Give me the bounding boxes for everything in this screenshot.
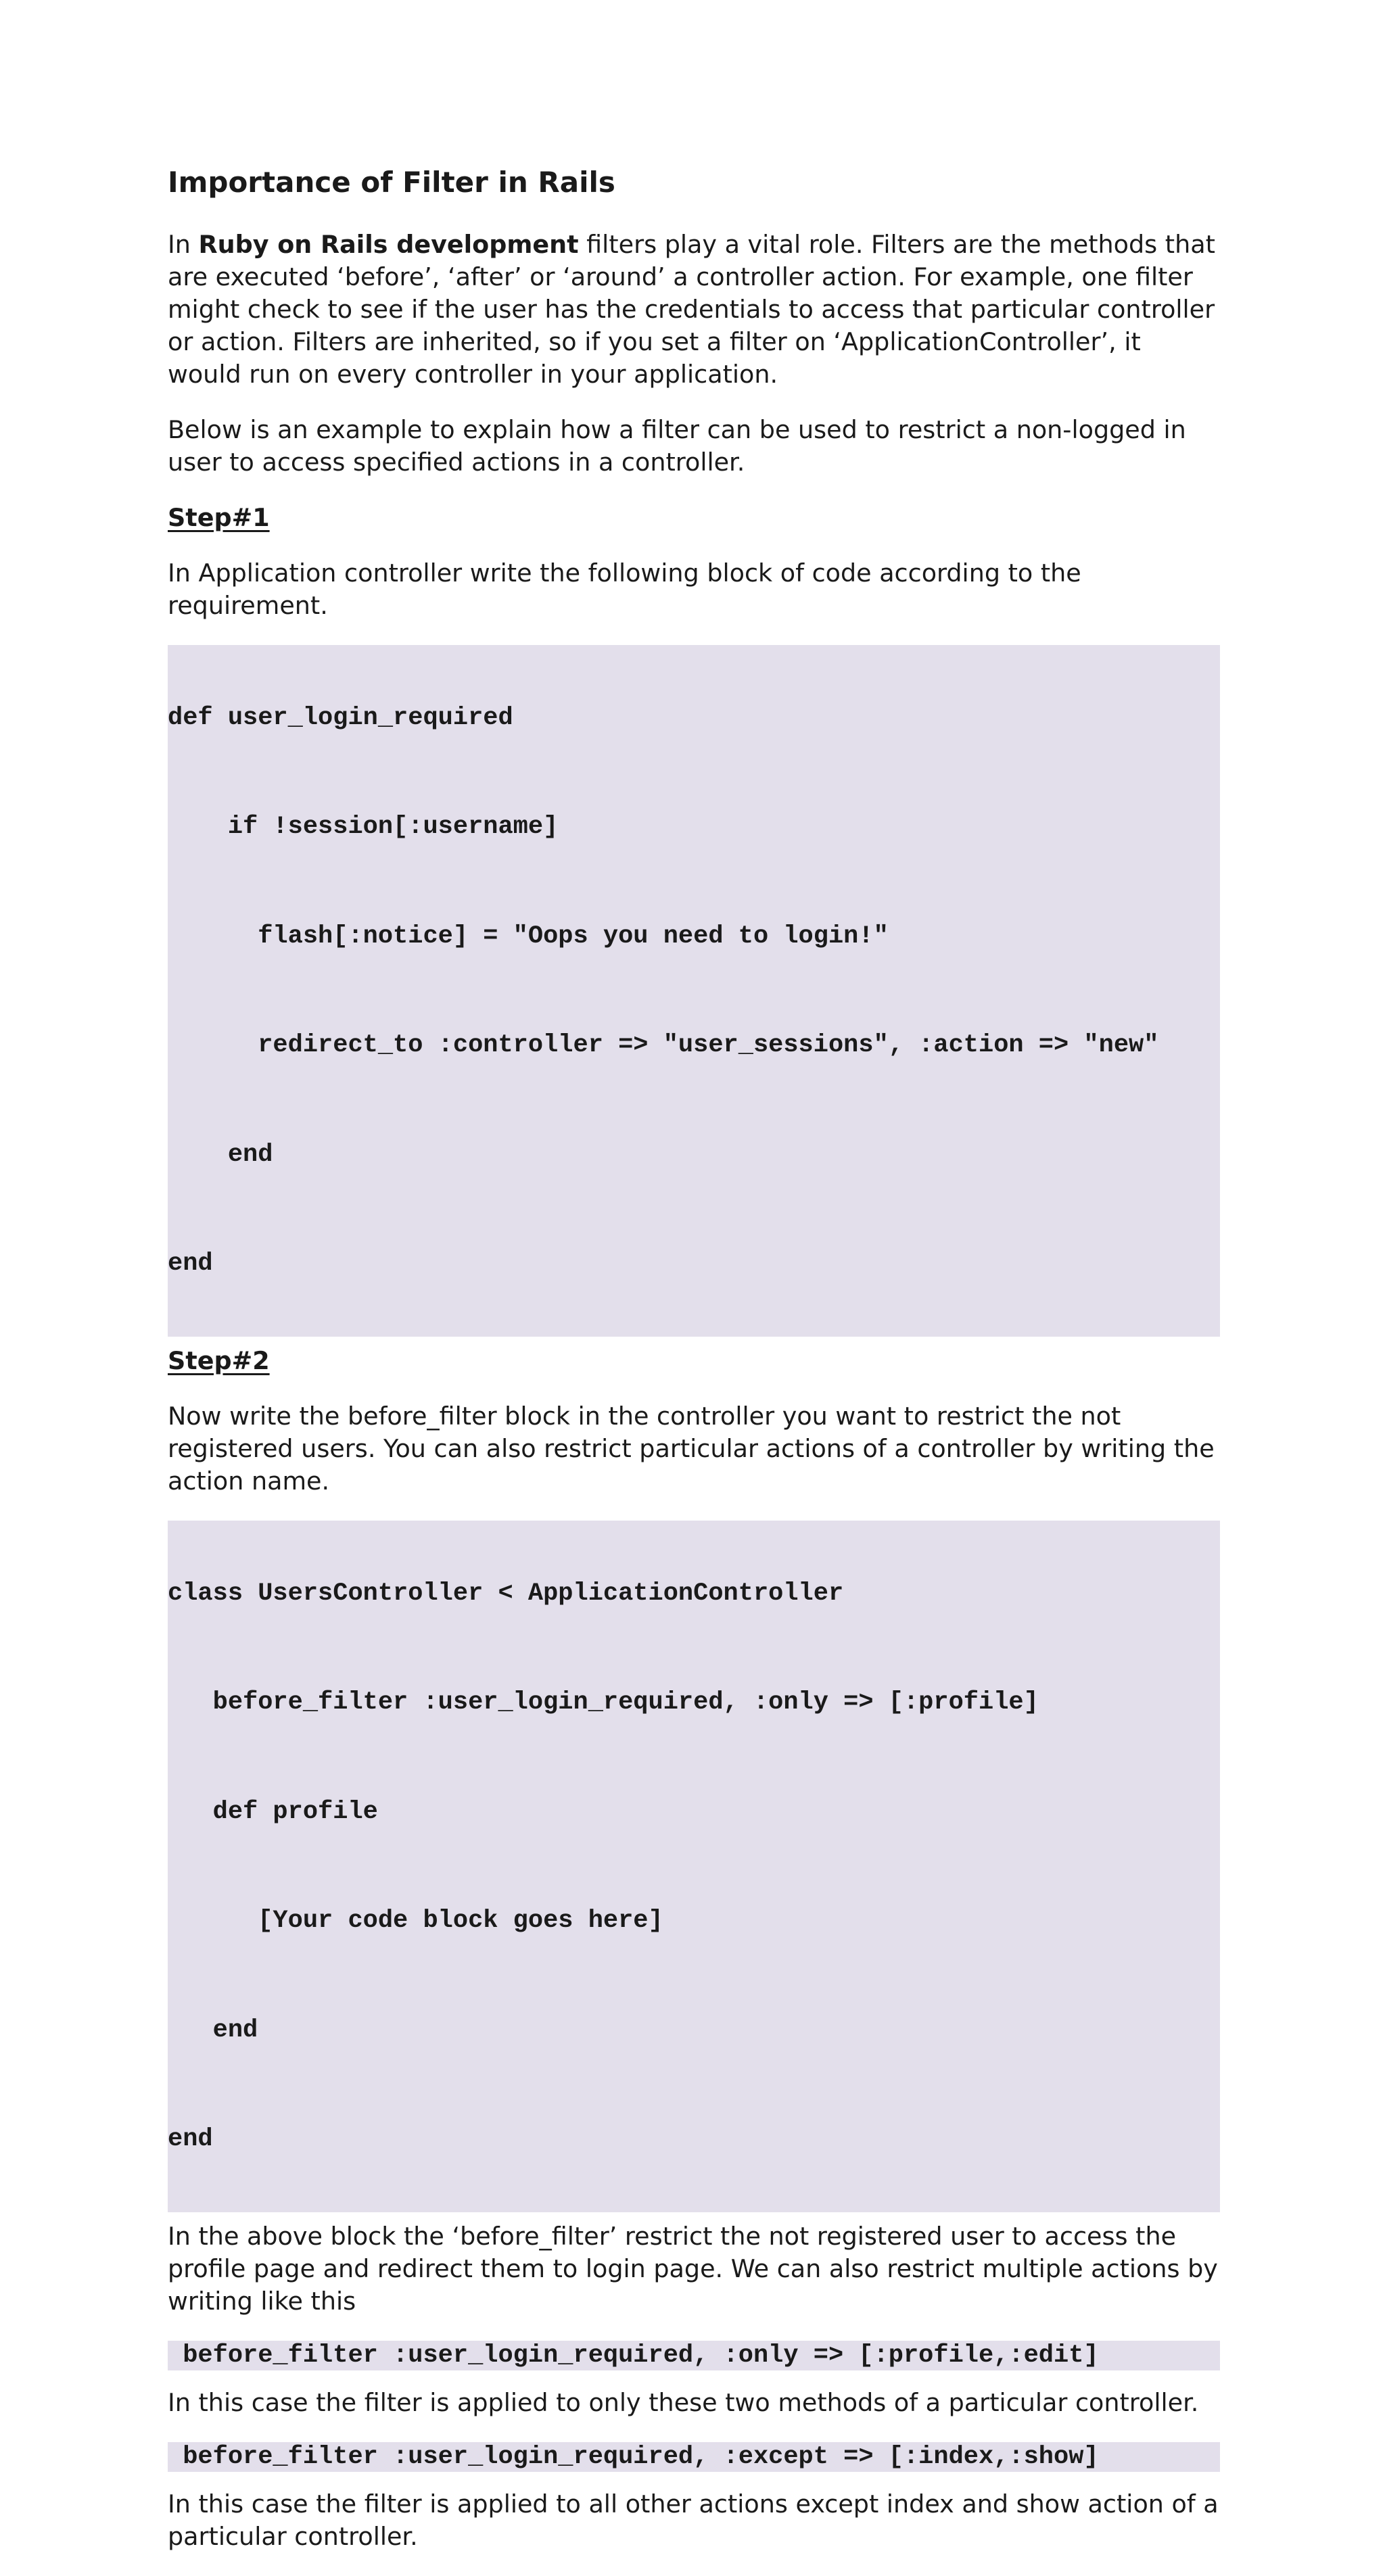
step1-code-block: [168, 645, 1220, 1337]
code-line: if !session[:username]: [168, 813, 559, 842]
step2-code-block: [168, 1521, 1220, 2212]
step1-heading: Step#1: [168, 503, 270, 532]
code-line: [Your code block goes here]: [168, 1907, 663, 1936]
code-line: redirect_to :controller => "user_sessions", :action => "new": [168, 1031, 1159, 1060]
code-line: before_filter :user_login_required, :only => [:profile]: [168, 1688, 1039, 1717]
code-line: def user_login_required: [168, 704, 513, 732]
except-filter-note: In this case the filter is applied to all other actions except index and show action of a particular controller.: [168, 2489, 1219, 2551]
only-filter-snippet: before_filter :user_login_required, :only => [:profile,:edit]: [168, 2341, 1220, 2370]
step1-text: In Application controller write the following block of code according to the requirement.: [168, 558, 1081, 620]
example-intro-paragraph: Below is an example to explain how a filter can be used to restrict a non-logged in user to access specified actions in a controller.: [168, 415, 1186, 477]
code-line: flash[:notice] = "Oops you need to login!": [168, 922, 889, 951]
code-line: class UsersController < ApplicationController: [168, 1579, 844, 1608]
intro-bold-phrase: Ruby on Rails development: [198, 230, 579, 259]
step2-heading: Step#2: [168, 1345, 270, 1375]
code-line: def profile: [168, 1797, 378, 1826]
document-body: [168, 162, 1220, 2576]
step2-text: Now write the before_filter block in the controller you want to restrict the not registered users. You can also restrict particular actions of a controller by writing the action name.: [168, 1401, 1215, 1496]
code-line: end: [168, 2124, 213, 2153]
code-line: end: [168, 1249, 213, 1278]
explanation-paragraph: In the above block the ‘before_filter’ restrict the not registered user to access the profile page and redirect them to login page. We can also restrict multiple actions by writing like this: [168, 2221, 1218, 2316]
intro-lead: In: [168, 230, 199, 259]
intro-rest: filters play a vital role. Filters are the methods that are executed ‘before’, ‘after’ or ‘around’ a controller action. For example, one filter might check to see if the user has the credentials to access that particular controller or action. Filters are inherited, so if you set a filter on ‘ApplicationController’, it would run on every controller in your application.: [168, 230, 1215, 389]
code-line: end: [168, 2016, 258, 2045]
except-filter-snippet: before_filter :user_login_required, :except => [:index,:show]: [168, 2442, 1220, 2472]
code-line: end: [168, 1140, 273, 1169]
page-title: Importance of Filter in Rails: [168, 166, 615, 199]
only-filter-note: In this case the filter is applied to only these two methods of a particular controller.: [168, 2387, 1199, 2417]
intro-paragraph: [168, 229, 1220, 391]
